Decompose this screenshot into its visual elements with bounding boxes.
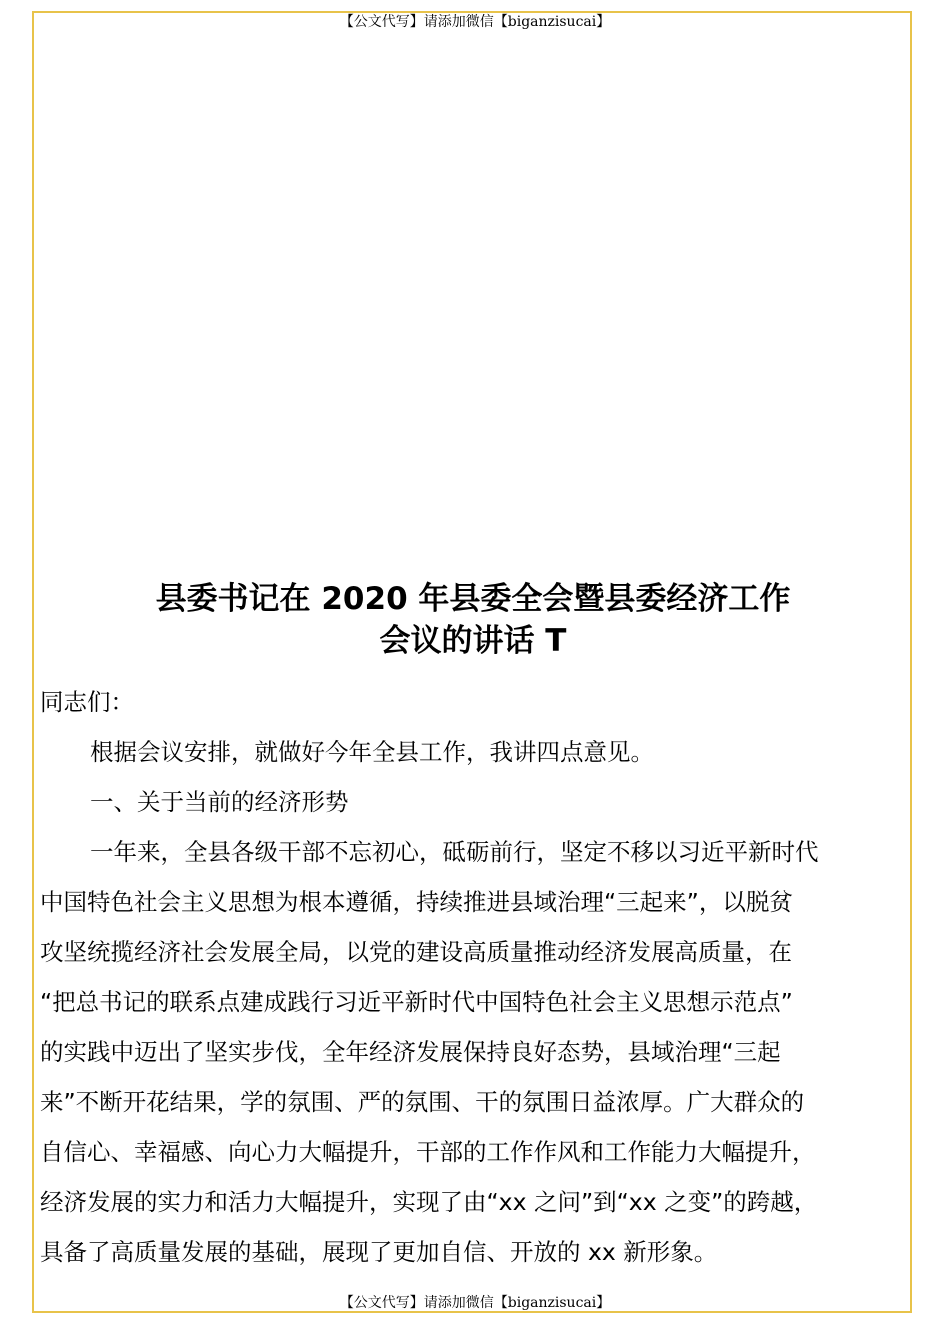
paragraph-line: 的实践中迈出了坚实步伐，全年经济发展保持良好态势，县域治理“三起 (40, 1038, 781, 1066)
section-heading: 一、关于当前的经济形势 (90, 788, 349, 816)
salutation: 同志们： (40, 688, 134, 716)
paragraph-line: 来”不断开花结果，学的氛围、严的氛围、干的氛围日益浓厚。广大群众的 (40, 1088, 805, 1116)
footer-note: 【公文代写】请添加微信【biganzisucai】 (339, 1295, 611, 1311)
document-title (40, 578, 906, 662)
paragraph-line: “把总书记的联系点建成践行习近平新时代中国特色社会主义思想示范点” (40, 988, 793, 1016)
paragraph-line: 一年来，全县各级干部不忘初心，砥砺前行，坚定不移以习近平新时代 (90, 838, 819, 866)
title-line-1: 县委书记在 2020 年县委全会暨县委经济工作 (155, 581, 791, 617)
document-body (40, 677, 908, 1277)
paragraph-line: 自信心、幸福感、向心力大幅提升，干部的工作作风和工作能力大幅提升， (40, 1138, 816, 1166)
paragraph-line: 中国特色社会主义思想为根本遵循，持续推进县域治理“三起来”，以脱贫 (40, 888, 793, 916)
paragraph-line: 具备了高质量发展的基础，展现了更加自信、开放的 xx 新形象。 (40, 1238, 718, 1266)
paragraph-line: 经济发展的实力和活力大幅提升，实现了由“xx 之问”到“xx 之变”的跨越， (40, 1188, 818, 1216)
intro-paragraph: 根据会议安排，就做好今年全县工作，我讲四点意见。 (90, 738, 654, 766)
paragraph-line: 攻坚统揽经济社会发展全局，以党的建设高质量推动经济发展高质量，在 (40, 938, 792, 966)
header-note: 【公文代写】请添加微信【biganzisucai】 (339, 14, 611, 30)
title-line-2: 会议的讲话 T (379, 623, 567, 659)
